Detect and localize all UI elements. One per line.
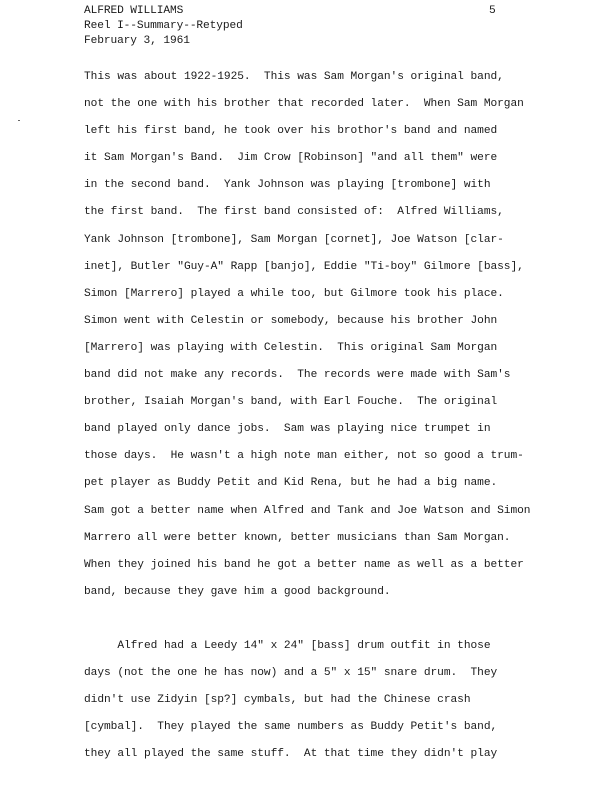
text-line: in the second band. Yank Johnson was playing [trombone] with	[84, 179, 491, 192]
text-line: those days. He wasn't a high note man either, not so good a trum-	[84, 450, 524, 463]
text-line: pet player as Buddy Petit and Kid Rena, but he had a big name.	[84, 477, 498, 490]
interviewee-name: ALFRED WILLIAMS	[84, 5, 184, 17]
text-line: brother, Isaiah Morgan's band, with Earl Fouche. The original	[84, 396, 498, 409]
text-line: [Marrero] was playing with Celestin. This original Sam Morgan	[84, 341, 498, 354]
text-line: [cymbal]. They played the same numbers as Buddy Petit's band,	[84, 721, 498, 734]
text-line: not the one with his brother that recorded later. When Sam Morgan	[84, 98, 524, 111]
text-line: band, because they gave him a good background.	[84, 585, 391, 598]
text-line: didn't use Zidyin [sp?] cymbals, but had the Chinese crash	[84, 694, 471, 707]
text-line: left his first band, he took over his brothor's band and named	[84, 125, 498, 138]
document-header	[84, 4, 243, 49]
text-line: Alfred had a Leedy 14" x 24" [bass] drum outfit in those	[84, 639, 491, 652]
text-line: Marrero all were better known, better musicians than Sam Morgan.	[84, 531, 511, 544]
reel-label: Reel I--Summary--Retyped	[84, 20, 243, 32]
text-line: When they joined his band he got a better name as well as a better	[84, 558, 524, 571]
paragraph-1	[84, 70, 584, 612]
text-line: Sam got a better name when Alfred and Tank and Joe Watson and Simon	[84, 504, 531, 517]
text-line: This was about 1922-1925. This was Sam Morgan's original band,	[84, 71, 504, 83]
text-line: the first band. The first band consisted of: Alfred Williams,	[84, 206, 504, 219]
text-line: it Sam Morgan's Band. Jim Crow [Robinson] "and all them" were	[84, 152, 498, 165]
scan-speck	[18, 120, 20, 121]
text-line: inet], Butler "Guy-A" Rapp [banjo], Eddie "Ti-boy" Gilmore [bass],	[84, 260, 524, 273]
text-line: days (not the one he has now) and a 5" x 15" snare drum. They	[84, 667, 498, 680]
page-number: 5	[489, 5, 496, 17]
text-line: Yank Johnson [trombone], Sam Morgan [cornet], Joe Watson [clar-	[84, 233, 504, 246]
text-line: Simon went with Celestin or somebody, because his brother John	[84, 314, 498, 327]
text-line: Simon [Marrero] played a while too, but Gilmore took his place.	[84, 287, 504, 300]
text-line: they all played the same stuff. At that time they didn't play	[84, 748, 498, 761]
paragraph-gap	[84, 612, 584, 639]
transcript-body	[84, 70, 584, 774]
interview-date: February 3, 1961	[84, 35, 190, 47]
text-line: band did not make any records. The records were made with Sam's	[84, 369, 511, 382]
paragraph-2	[84, 639, 584, 774]
text-line: band played only dance jobs. Sam was playing nice trumpet in	[84, 423, 491, 436]
